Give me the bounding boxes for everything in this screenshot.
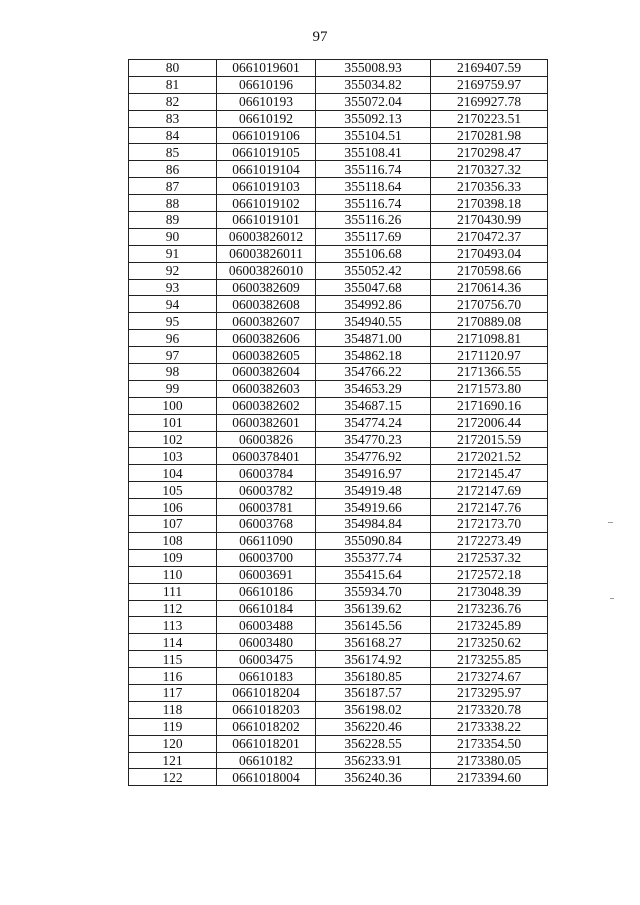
y-coordinate-cell: 2170889.08 xyxy=(431,313,548,330)
x-coordinate-cell: 355090.84 xyxy=(316,532,431,549)
y-coordinate-cell: 2173245.89 xyxy=(431,617,548,634)
point-code-cell: 06003826010 xyxy=(217,262,316,279)
scan-mark xyxy=(610,598,614,599)
point-code-cell: 06003700 xyxy=(217,549,316,566)
table-row xyxy=(129,262,548,279)
x-coordinate-cell: 355072.04 xyxy=(316,93,431,110)
point-code-cell: 0661019104 xyxy=(217,161,316,178)
point-number-cell: 83 xyxy=(129,110,217,127)
x-coordinate-cell: 356187.57 xyxy=(316,684,431,701)
point-code-cell: 0661019106 xyxy=(217,127,316,144)
point-number-cell: 93 xyxy=(129,279,217,296)
table-row xyxy=(129,347,548,364)
table-row xyxy=(129,93,548,110)
point-number-cell: 90 xyxy=(129,228,217,245)
x-coordinate-cell: 354919.48 xyxy=(316,482,431,499)
x-coordinate-cell: 356145.56 xyxy=(316,617,431,634)
point-number-cell: 100 xyxy=(129,397,217,414)
table-row xyxy=(129,448,548,465)
point-number-cell: 108 xyxy=(129,532,217,549)
x-coordinate-cell: 356240.36 xyxy=(316,769,431,786)
point-number-cell: 102 xyxy=(129,431,217,448)
y-coordinate-cell: 2173380.05 xyxy=(431,752,548,769)
y-coordinate-cell: 2169927.78 xyxy=(431,93,548,110)
point-number-cell: 106 xyxy=(129,499,217,516)
point-code-cell: 06003480 xyxy=(217,634,316,651)
table-row xyxy=(129,245,548,262)
point-number-cell: 110 xyxy=(129,566,217,583)
y-coordinate-cell: 2172006.44 xyxy=(431,414,548,431)
y-coordinate-cell: 2172015.59 xyxy=(431,431,548,448)
y-coordinate-cell: 2171690.16 xyxy=(431,397,548,414)
table-row xyxy=(129,735,548,752)
point-code-cell: 0661019601 xyxy=(217,60,316,77)
table-row xyxy=(129,532,548,549)
point-code-cell: 06003826011 xyxy=(217,245,316,262)
point-code-cell: 06003781 xyxy=(217,499,316,516)
y-coordinate-cell: 2173354.50 xyxy=(431,735,548,752)
y-coordinate-cell: 2172273.49 xyxy=(431,532,548,549)
x-coordinate-cell: 355118.64 xyxy=(316,178,431,195)
table-row xyxy=(129,465,548,482)
point-number-cell: 112 xyxy=(129,600,217,617)
point-number-cell: 120 xyxy=(129,735,217,752)
point-code-cell: 0661018004 xyxy=(217,769,316,786)
x-coordinate-cell: 355106.68 xyxy=(316,245,431,262)
point-code-cell: 0600382601 xyxy=(217,414,316,431)
point-number-cell: 86 xyxy=(129,161,217,178)
x-coordinate-cell: 355104.51 xyxy=(316,127,431,144)
point-code-cell: 06003475 xyxy=(217,651,316,668)
x-coordinate-cell: 354862.18 xyxy=(316,347,431,364)
point-number-cell: 105 xyxy=(129,482,217,499)
x-coordinate-cell: 355377.74 xyxy=(316,549,431,566)
x-coordinate-cell: 356233.91 xyxy=(316,752,431,769)
x-coordinate-cell: 355047.68 xyxy=(316,279,431,296)
point-number-cell: 111 xyxy=(129,583,217,600)
table-row xyxy=(129,651,548,668)
y-coordinate-cell: 2170398.18 xyxy=(431,195,548,212)
y-coordinate-cell: 2172147.69 xyxy=(431,482,548,499)
point-code-cell: 06003691 xyxy=(217,566,316,583)
point-number-cell: 118 xyxy=(129,701,217,718)
point-number-cell: 89 xyxy=(129,212,217,229)
point-code-cell: 06610186 xyxy=(217,583,316,600)
table-row xyxy=(129,718,548,735)
point-number-cell: 98 xyxy=(129,364,217,381)
y-coordinate-cell: 2172145.47 xyxy=(431,465,548,482)
point-code-cell: 06003826 xyxy=(217,431,316,448)
table-row xyxy=(129,668,548,685)
table-row xyxy=(129,583,548,600)
table-row xyxy=(129,684,548,701)
point-number-cell: 88 xyxy=(129,195,217,212)
point-number-cell: 114 xyxy=(129,634,217,651)
point-code-cell: 0600382602 xyxy=(217,397,316,414)
x-coordinate-cell: 354916.97 xyxy=(316,465,431,482)
point-number-cell: 85 xyxy=(129,144,217,161)
point-code-cell: 0600382603 xyxy=(217,380,316,397)
point-number-cell: 101 xyxy=(129,414,217,431)
y-coordinate-cell: 2170614.36 xyxy=(431,279,548,296)
table-row xyxy=(129,161,548,178)
point-code-cell: 06610192 xyxy=(217,110,316,127)
point-code-cell: 0600382605 xyxy=(217,347,316,364)
y-coordinate-cell: 2170472.37 xyxy=(431,228,548,245)
point-number-cell: 97 xyxy=(129,347,217,364)
y-coordinate-cell: 2171098.81 xyxy=(431,330,548,347)
point-code-cell: 06610193 xyxy=(217,93,316,110)
table-row xyxy=(129,313,548,330)
point-code-cell: 0661019105 xyxy=(217,144,316,161)
y-coordinate-cell: 2169407.59 xyxy=(431,60,548,77)
page-number: 97 xyxy=(312,29,328,45)
x-coordinate-cell: 354992.86 xyxy=(316,296,431,313)
y-coordinate-cell: 2173274.67 xyxy=(431,668,548,685)
table-row xyxy=(129,482,548,499)
x-coordinate-cell: 354940.55 xyxy=(316,313,431,330)
point-number-cell: 91 xyxy=(129,245,217,262)
table-row xyxy=(129,178,548,195)
y-coordinate-cell: 2170327.32 xyxy=(431,161,548,178)
x-coordinate-cell: 355052.42 xyxy=(316,262,431,279)
y-coordinate-cell: 2173320.78 xyxy=(431,701,548,718)
table-row xyxy=(129,634,548,651)
x-coordinate-cell: 354770.23 xyxy=(316,431,431,448)
y-coordinate-cell: 2170356.33 xyxy=(431,178,548,195)
table-row xyxy=(129,752,548,769)
y-coordinate-cell: 2170493.04 xyxy=(431,245,548,262)
point-code-cell: 06003826012 xyxy=(217,228,316,245)
table-row xyxy=(129,330,548,347)
point-code-cell: 06610196 xyxy=(217,76,316,93)
point-code-cell: 06611090 xyxy=(217,532,316,549)
point-code-cell: 0661018204 xyxy=(217,684,316,701)
point-number-cell: 84 xyxy=(129,127,217,144)
x-coordinate-cell: 354871.00 xyxy=(316,330,431,347)
x-coordinate-cell: 356220.46 xyxy=(316,718,431,735)
point-number-cell: 94 xyxy=(129,296,217,313)
y-coordinate-cell: 2173295.97 xyxy=(431,684,548,701)
table-row xyxy=(129,110,548,127)
x-coordinate-cell: 354687.15 xyxy=(316,397,431,414)
point-code-cell: 06003784 xyxy=(217,465,316,482)
x-coordinate-cell: 356180.85 xyxy=(316,668,431,685)
point-code-cell: 0661018203 xyxy=(217,701,316,718)
y-coordinate-cell: 2171573.80 xyxy=(431,380,548,397)
x-coordinate-cell: 355034.82 xyxy=(316,76,431,93)
x-coordinate-cell: 356168.27 xyxy=(316,634,431,651)
y-coordinate-cell: 2170281.98 xyxy=(431,127,548,144)
x-coordinate-cell: 355117.69 xyxy=(316,228,431,245)
coordinates-table-body xyxy=(129,60,548,786)
y-coordinate-cell: 2172147.76 xyxy=(431,499,548,516)
point-code-cell: 0661019102 xyxy=(217,195,316,212)
point-number-cell: 121 xyxy=(129,752,217,769)
table-row xyxy=(129,195,548,212)
point-code-cell: 06003488 xyxy=(217,617,316,634)
table-row xyxy=(129,566,548,583)
x-coordinate-cell: 356198.02 xyxy=(316,701,431,718)
point-code-cell: 0661019101 xyxy=(217,212,316,229)
point-number-cell: 117 xyxy=(129,684,217,701)
point-number-cell: 82 xyxy=(129,93,217,110)
y-coordinate-cell: 2171120.97 xyxy=(431,347,548,364)
y-coordinate-cell: 2172537.32 xyxy=(431,549,548,566)
table-row xyxy=(129,414,548,431)
point-number-cell: 104 xyxy=(129,465,217,482)
y-coordinate-cell: 2170298.47 xyxy=(431,144,548,161)
table-row xyxy=(129,499,548,516)
y-coordinate-cell: 2173048.39 xyxy=(431,583,548,600)
point-code-cell: 06003768 xyxy=(217,516,316,533)
table-row xyxy=(129,769,548,786)
y-coordinate-cell: 2172173.70 xyxy=(431,516,548,533)
x-coordinate-cell: 354766.22 xyxy=(316,364,431,381)
table-row xyxy=(129,431,548,448)
point-number-cell: 81 xyxy=(129,76,217,93)
x-coordinate-cell: 355108.41 xyxy=(316,144,431,161)
table-row xyxy=(129,364,548,381)
point-number-cell: 115 xyxy=(129,651,217,668)
table-row xyxy=(129,212,548,229)
x-coordinate-cell: 354984.84 xyxy=(316,516,431,533)
point-number-cell: 80 xyxy=(129,60,217,77)
coordinates-table xyxy=(128,59,548,786)
x-coordinate-cell: 356228.55 xyxy=(316,735,431,752)
table-row xyxy=(129,600,548,617)
y-coordinate-cell: 2173236.76 xyxy=(431,600,548,617)
point-code-cell: 0600382608 xyxy=(217,296,316,313)
y-coordinate-cell: 2171366.55 xyxy=(431,364,548,381)
point-code-cell: 06610183 xyxy=(217,668,316,685)
point-number-cell: 122 xyxy=(129,769,217,786)
point-code-cell: 0661018201 xyxy=(217,735,316,752)
point-number-cell: 95 xyxy=(129,313,217,330)
point-number-cell: 96 xyxy=(129,330,217,347)
x-coordinate-cell: 356174.92 xyxy=(316,651,431,668)
y-coordinate-cell: 2170756.70 xyxy=(431,296,548,313)
x-coordinate-cell: 356139.62 xyxy=(316,600,431,617)
point-code-cell: 0661019103 xyxy=(217,178,316,195)
table-row xyxy=(129,296,548,313)
scan-mark xyxy=(608,522,613,523)
point-number-cell: 119 xyxy=(129,718,217,735)
y-coordinate-cell: 2172572.18 xyxy=(431,566,548,583)
y-coordinate-cell: 2173250.62 xyxy=(431,634,548,651)
y-coordinate-cell: 2170430.99 xyxy=(431,212,548,229)
table-row xyxy=(129,516,548,533)
x-coordinate-cell: 355116.74 xyxy=(316,161,431,178)
point-code-cell: 0600382606 xyxy=(217,330,316,347)
table-row xyxy=(129,549,548,566)
point-code-cell: 0661018202 xyxy=(217,718,316,735)
point-number-cell: 113 xyxy=(129,617,217,634)
point-code-cell: 0600382609 xyxy=(217,279,316,296)
point-number-cell: 116 xyxy=(129,668,217,685)
y-coordinate-cell: 2170223.51 xyxy=(431,110,548,127)
y-coordinate-cell: 2170598.66 xyxy=(431,262,548,279)
table-row xyxy=(129,228,548,245)
x-coordinate-cell: 355008.93 xyxy=(316,60,431,77)
table-row xyxy=(129,144,548,161)
x-coordinate-cell: 355934.70 xyxy=(316,583,431,600)
point-code-cell: 0600378401 xyxy=(217,448,316,465)
x-coordinate-cell: 355415.64 xyxy=(316,566,431,583)
y-coordinate-cell: 2169759.97 xyxy=(431,76,548,93)
point-number-cell: 87 xyxy=(129,178,217,195)
point-code-cell: 06003782 xyxy=(217,482,316,499)
x-coordinate-cell: 354653.29 xyxy=(316,380,431,397)
table-row xyxy=(129,617,548,634)
y-coordinate-cell: 2172021.52 xyxy=(431,448,548,465)
point-number-cell: 103 xyxy=(129,448,217,465)
x-coordinate-cell: 355116.74 xyxy=(316,195,431,212)
table-row xyxy=(129,60,548,77)
y-coordinate-cell: 2173394.60 xyxy=(431,769,548,786)
table-row xyxy=(129,76,548,93)
x-coordinate-cell: 354774.24 xyxy=(316,414,431,431)
point-code-cell: 06610184 xyxy=(217,600,316,617)
point-code-cell: 06610182 xyxy=(217,752,316,769)
point-code-cell: 0600382604 xyxy=(217,364,316,381)
x-coordinate-cell: 355092.13 xyxy=(316,110,431,127)
table-row xyxy=(129,127,548,144)
table-row xyxy=(129,380,548,397)
table-row xyxy=(129,701,548,718)
point-number-cell: 107 xyxy=(129,516,217,533)
point-number-cell: 99 xyxy=(129,380,217,397)
x-coordinate-cell: 354919.66 xyxy=(316,499,431,516)
x-coordinate-cell: 355116.26 xyxy=(316,212,431,229)
table-row xyxy=(129,397,548,414)
point-code-cell: 0600382607 xyxy=(217,313,316,330)
table-row xyxy=(129,279,548,296)
x-coordinate-cell: 354776.92 xyxy=(316,448,431,465)
y-coordinate-cell: 2173338.22 xyxy=(431,718,548,735)
y-coordinate-cell: 2173255.85 xyxy=(431,651,548,668)
point-number-cell: 109 xyxy=(129,549,217,566)
point-number-cell: 92 xyxy=(129,262,217,279)
